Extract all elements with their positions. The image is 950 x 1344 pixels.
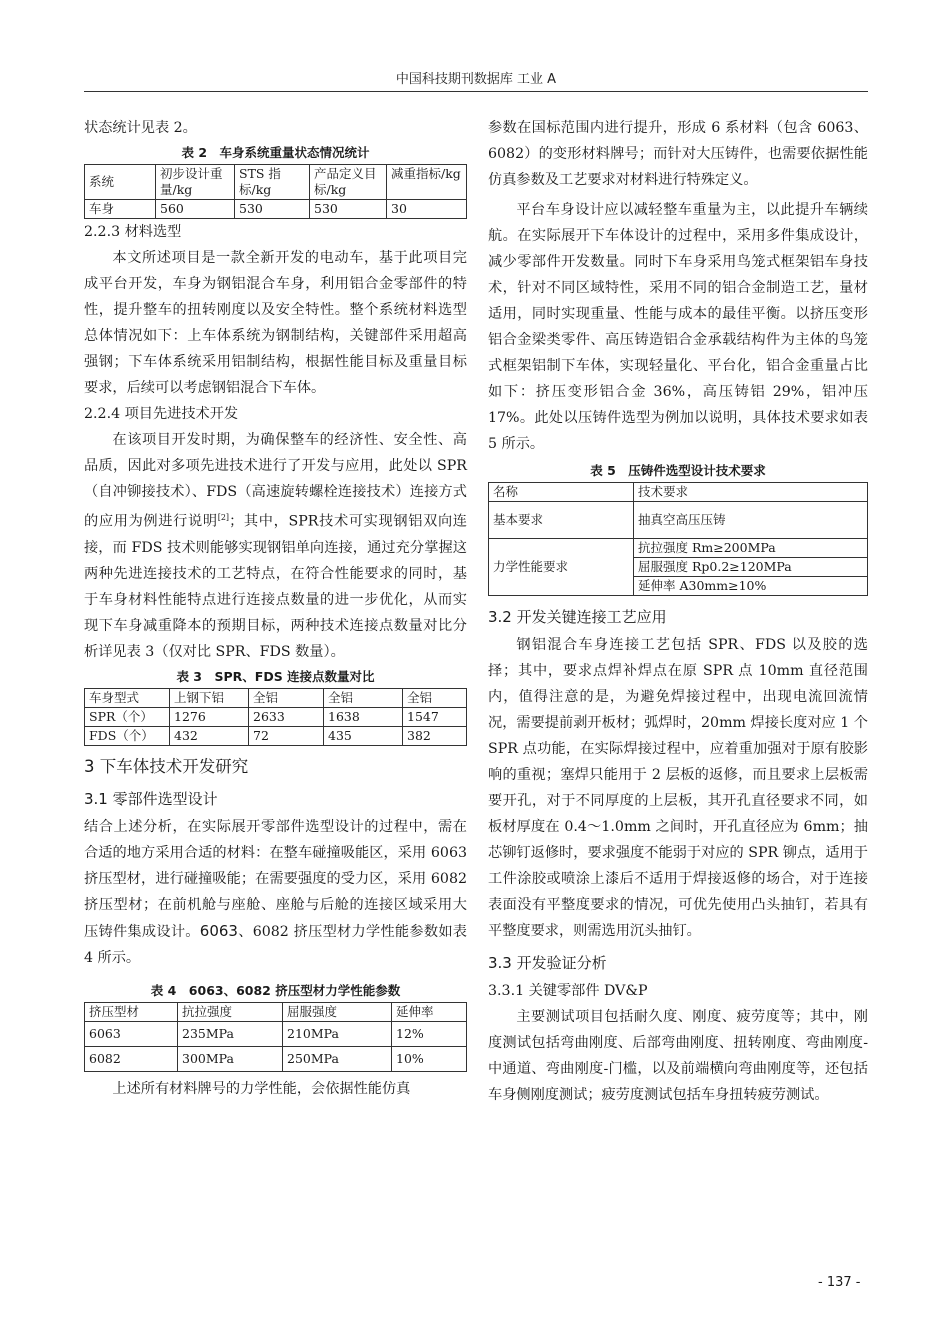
table-cell: 技术要求 bbox=[634, 483, 868, 502]
table-row bbox=[85, 1021, 467, 1046]
table-cell: 减重指标/kg bbox=[387, 165, 467, 200]
table2-caption: 表 2 车身系统重量状态情况统计 bbox=[181, 145, 370, 160]
table-cell: 2633 bbox=[249, 707, 324, 726]
table-cell: 560 bbox=[156, 200, 235, 219]
table-cell: 屈服强度 Rp0.2≥120MPa bbox=[634, 558, 868, 577]
table4-followup: 上述所有材料牌号的力学性能，会依据性能仿真 bbox=[112, 1080, 411, 1097]
table-cell: 1638 bbox=[324, 707, 403, 726]
table5-caption: 表 5 压铸件选型设计技术要求 bbox=[590, 463, 766, 478]
page-number: - 137 - bbox=[818, 1275, 861, 1290]
table-row bbox=[489, 502, 868, 539]
table-cell: STS 指标/kg bbox=[235, 165, 310, 200]
table-row bbox=[85, 1002, 467, 1021]
left-column bbox=[84, 115, 467, 1102]
table-cell: 抗拉强度 Rm≥200MPa bbox=[634, 539, 868, 558]
table-cell: SPR（个） bbox=[85, 707, 170, 726]
table-cell: 300MPa bbox=[178, 1046, 283, 1071]
table-cell: 12% bbox=[392, 1021, 467, 1046]
section-3-heading: 3 下车体技术开发研究 bbox=[84, 756, 249, 776]
table-cell: 产品定义目标/kg bbox=[310, 165, 387, 200]
table-cell: 屈服强度 bbox=[283, 1002, 392, 1021]
table-cell: 上钢下铝 bbox=[170, 688, 249, 707]
table-cell: 挤压型材 bbox=[85, 1002, 178, 1021]
section-2-2-4-body bbox=[84, 427, 467, 665]
table-cell: 1276 bbox=[170, 707, 249, 726]
table3-caption: 表 3 SPR、FDS 连接点数量对比 bbox=[176, 668, 375, 684]
section-3-1-heading: 3.1 零部件选型设计 bbox=[84, 789, 218, 808]
section-3-1-body bbox=[84, 814, 467, 971]
header-rule bbox=[84, 91, 868, 92]
table-cell: 延伸率 A30mm≥10% bbox=[634, 577, 868, 596]
table-cell: 抽真空高压压铸 bbox=[634, 502, 868, 539]
table-cell: FDS（个） bbox=[85, 726, 170, 745]
table-row bbox=[85, 1046, 467, 1071]
table-cell: 初步设计重量/kg bbox=[156, 165, 235, 200]
table-cell: 72 bbox=[249, 726, 324, 745]
table-cell: 基本要求 bbox=[489, 502, 634, 539]
table-cell: 全铝 bbox=[324, 688, 403, 707]
table-cell: 车身 bbox=[85, 200, 156, 219]
table5 bbox=[488, 482, 868, 596]
continued-paragraph: 参数在国标范围内进行提升，形成 6 系材料（包含 6063、6082）的变形材料牌号；而针对大压铸件，也需要依据性能仿真参数及工艺要求对材料进行特殊定义。 bbox=[488, 120, 868, 188]
journal-header: 中国科技期刊数据库 工业 A bbox=[395, 72, 557, 87]
section-2-2-4-heading: 2.2.4 项目先进技术开发 bbox=[84, 406, 239, 422]
table-cell: 250MPa bbox=[283, 1046, 392, 1071]
table-row bbox=[85, 688, 467, 707]
table-cell: 435 bbox=[324, 726, 403, 745]
table-cell: 抗拉强度 bbox=[178, 1002, 283, 1021]
table4 bbox=[84, 1002, 467, 1072]
table3 bbox=[84, 688, 467, 746]
table-cell: 30 bbox=[387, 200, 467, 219]
table-cell: 530 bbox=[235, 200, 310, 219]
table-cell: 1547 bbox=[403, 707, 467, 726]
table-cell: 车身型式 bbox=[85, 688, 170, 707]
table-cell: 全铝 bbox=[403, 688, 467, 707]
section-3-2-heading: 3.2 开发关键连接工艺应用 bbox=[488, 608, 667, 626]
table-cell: 530 bbox=[310, 200, 387, 219]
body-text: 、6082 挤压型材力学性能参数如表 4 所示。 bbox=[84, 923, 467, 966]
table-cell: 6082 bbox=[85, 1046, 178, 1071]
table-cell: 10% bbox=[392, 1046, 467, 1071]
section-3-3-1-heading: 3.3.1 关键零部件 DV&P bbox=[488, 983, 648, 999]
section-3-2-body: 钢铝混合车身连接工艺包括 SPR、FDS 以及胶的选择；其中，要求点焊补焊点在原 SPR 点 10mm 直径范围内，值得注意的是，为避免焊接过程中，出现电流回流情况，需要提前剥开板材；弧焊时，20mm 焊接长度对应 1 个 SPR 点功能，在实际焊接过程中，应着重加强对于原有胶影响的重视；塞焊只能用于 2 层板的返修，而且要求上层板需要开孔，对于不同厚度的上层板，其开孔直径要求不同，如板材厚度在 0.4～1.0mm 之间时，开孔直径应为 6mm；抽芯铆钉返修时，要求强度不能弱于对应的 SPR 铆点，适用于工件涂胶或喷涂上漆后不适用于焊接返修的场合，对于连接表面没有平整度要求的情况，可优先使用凸头抽钉，若具有平整度要求，则需选用沉头抽钉。 bbox=[488, 637, 868, 939]
body-text: 6063 bbox=[199, 921, 238, 940]
right-column bbox=[488, 115, 868, 1108]
section-2-2-3-heading: 2.2.3 材料选型 bbox=[84, 224, 182, 240]
table-cell: 6063 bbox=[85, 1021, 178, 1046]
table-row bbox=[85, 726, 467, 745]
section-3-3-heading: 3.3 开发验证分析 bbox=[488, 954, 607, 972]
table-cell: 延伸率 bbox=[392, 1002, 467, 1021]
platform-paragraph: 平台车身设计应以减轻整车重量为主，以此提升车辆续航。在实际展开下车体设计的过程中，采用多件集成设计，减少零部件开发数量。同时下车身采用鸟笼式框架铝车身技术，针对不同区域特性，采用不同的铝合金制造工艺，量材适用，同时实现重量、性能与成本的最佳平衡。以挤压变形铝合金梁类零件、高压铸造铝合金承载结构件为主体的鸟笼式框架铝制下车体，实现轻量化、平台化，铝合金重量占比如下：挤压变形铝合金 36%，高压铸铝 29%，铝冲压 17%。此处以压铸件选型为例加以说明，具体技术要求如表 5 所示。 bbox=[488, 202, 868, 452]
table-cell: 全铝 bbox=[249, 688, 324, 707]
table-row bbox=[489, 483, 868, 502]
table-cell: 432 bbox=[170, 726, 249, 745]
table-cell: 系统 bbox=[85, 165, 156, 200]
table2 bbox=[84, 164, 467, 219]
section-2-2-3-body: 本文所述项目是一款全新开发的电动车，基于此项目完成平台开发，车身为钢铝混合车身，利用铝合金零部件的特性，提升整车的扭转刚度以及安全特性。整个系统材料选型总体情况如下：上车体系统为钢制结构，关键部件采用超高强钢；下车体系统采用铝制结构，根据性能目标及重量目标要求，后续可以考虑钢铝混合下车体。 bbox=[84, 250, 467, 396]
citation-ref: [2] bbox=[217, 513, 230, 522]
table-row bbox=[85, 707, 467, 726]
table4-caption: 表 4 6063、6082 挤压型材力学性能参数 bbox=[150, 982, 401, 998]
table-cell: 235MPa bbox=[178, 1021, 283, 1046]
table-row bbox=[85, 200, 467, 219]
table-cell: 382 bbox=[403, 726, 467, 745]
section-3-3-1-body: 主要测试项目包括耐久度、刚度、疲劳度等；其中，刚度测试包括弯曲刚度、后部弯曲刚度、扭转刚度、弯曲刚度-中通道、弯曲刚度-门槛，以及前端横向弯曲刚度等，还包括车身侧刚度测试；疲劳度测试包括车身扭转疲劳测试。 bbox=[488, 1009, 868, 1103]
table-row bbox=[489, 539, 868, 558]
table-cell: 名称 bbox=[489, 483, 634, 502]
table-row bbox=[85, 165, 467, 200]
body-text: 在该项目开发时期，为确保整车的经济性、安全性、高品质，因此对多项先进技术进行了开发与应用，此处以 SPR（自冲铆接技术）、FDS（高速旋转螺栓连接技术）连接方式的应用为例进行说明 bbox=[84, 432, 467, 530]
body-text: 结合上述分析，在实际展开零部件选型设计的过程中，需在合适的地方采用合适的材料：在整车碰撞吸能区，采用 6063 挤压型材，进行碰撞吸能；在需要强度的受力区，采用 6082 挤压型材；在前机舱与座舱、座舱与后舱的连接区域采用大压铸件集成设计。 bbox=[84, 818, 467, 940]
intro-line: 状态统计见表 2。 bbox=[84, 120, 197, 136]
body-text: ；其中，SPR技术可实现钢铝双向连接，而 FDS 技术则能够实现钢铝单向连接，通过充分掌握这两种先进连接技术的工艺特点，在符合性能要求的同时，基于车身材料性能特点进行连接点数量的进一步优化，从而实现下车身减重降本的预期目标，两种技术连接点数量对比分析详见表 3（仅对比 SPR、FDS 数量）。 bbox=[84, 513, 467, 660]
table-cell: 210MPa bbox=[283, 1021, 392, 1046]
table-cell: 力学性能要求 bbox=[489, 539, 634, 596]
